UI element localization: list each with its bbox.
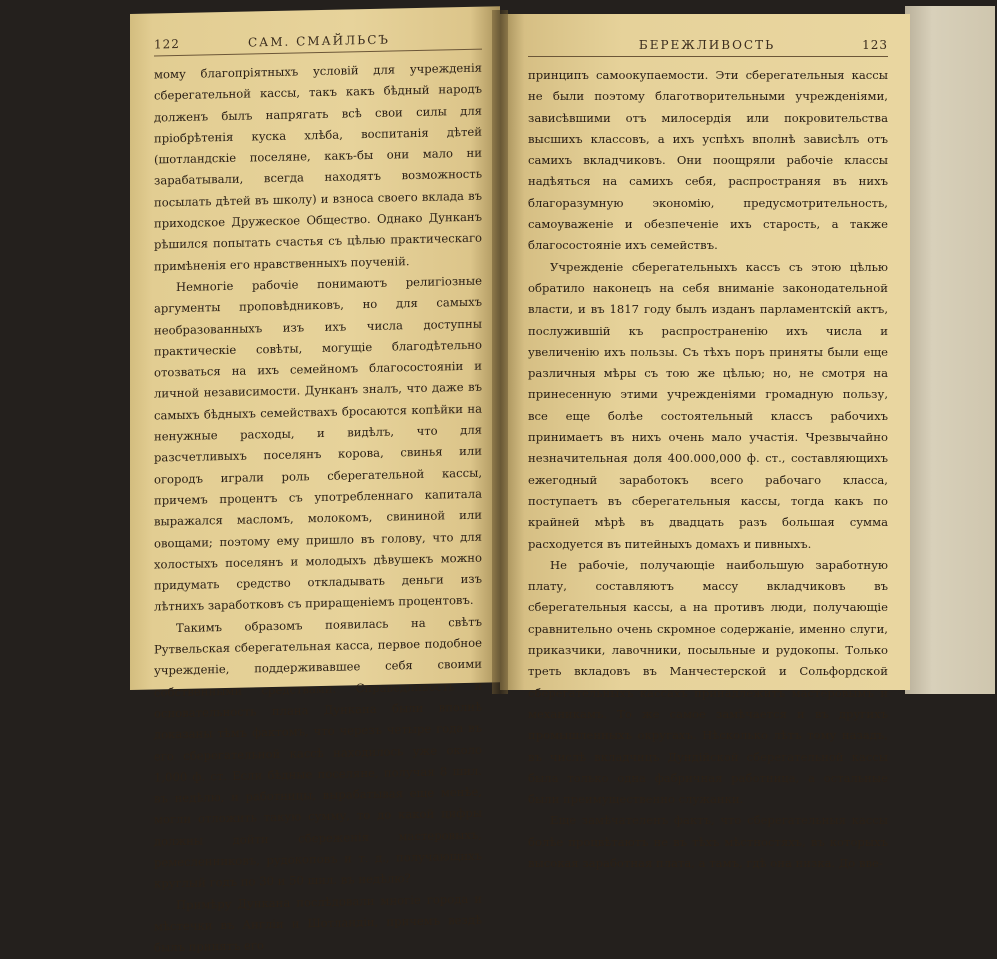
- right-page-number: 123: [862, 38, 888, 52]
- paragraph: Такимъ образомъ появилась на свѣтъ Рутвельская сберегательная касса, первое подобное учрежденіе, поддерживавшее себя своими собственными средствами. Справедливость и основательность плана Дункана были вполнѣ доказаны тѣмъ фактомъ, что черезъ четыре года въ его сберегательной кассѣ находилось уже около 1,000 ф. ст. Если бѣдные поселяне, получая 8 шил. въ недѣлю, и работницы, вырабатывая еще менѣе, могли отложить такую сумму, то до какой цифры должны дойти сбереженія мастеровыхъ, ремесленниковъ, рудокоповъ и т. д., получающихъ круглый годъ по 30 и 50 шил. въ недѣлю?: [154, 614, 482, 891]
- right-page: [500, 14, 910, 870]
- left-running-head: [154, 31, 482, 57]
- left-page-number: 122: [154, 36, 180, 52]
- right-running-title: БЕРЕЖЛИВОСТЬ: [638, 38, 776, 52]
- paragraph: мому благопріятныхъ условій для учрежденія сберегательной кассы, такъ какъ бѣдный народъ долженъ былъ напрягать всѣ свои силы для пріобрѣтенія куска хлѣба, воспитанія дѣтей (шотландскіе поселяне, какъ-бы они мало ни зарабатывали, всегда находятъ возможность посылать дѣтей въ школу) и взноса своего вклада въ приходское Дружеское Общество. Однако Дунканъ рѣшился попытать счастья съ цѣлью практическаго примѣненія его нравственныхъ поученій.: [154, 60, 482, 274]
- left-page-text: [154, 58, 482, 959]
- left-running-title: САМ. СМАЙЛЬСЪ: [247, 32, 390, 50]
- left-page: [130, 6, 500, 955]
- book-cover-edge: [905, 6, 995, 694]
- paragraph: Учрежденіе сберегательныхъ кассъ съ этою цѣлью обратило наконецъ на себя вниманіе законодательной власти, и въ 1817 году былъ изданъ парламентскій актъ, послужившій къ распространенію ихъ числа и увеличенію ихъ пользы. Съ тѣхъ поръ приняты были еще различныя мѣры съ тою же цѣлью; но, не смотря на принесенную этими учрежденіями громадную пользу, все еще болѣе состоятельный классъ рабочихъ принимаетъ въ нихъ очень мало участія. Чрезвычайно незначительная доля 400.000,000 ф. ст., составляющихъ ежегодный заработокъ всего рабочаго класса, поступаетъ въ сберегательныя кассы, тогда какъ по крайней мѣрѣ въ двадцать разъ большая сумма расходуется въ питейныхъ домахъ и пивныхъ.: [528, 259, 888, 551]
- paragraph: Примѣру Дункана послѣдовали многіе города и мѣстечки въ Англіи и Шотландіи, причемъ вездѣ былъ принятъ его: [154, 891, 482, 955]
- paragraph: Немногіе рабочіе понимаютъ религіозные аргументы проповѣдниковъ, но для самыхъ необразованныхъ изъ ихъ числа доступны практическіе совѣты, могущіе благодѣтельно отозваться на ихъ семейномъ благосостояніи и личной независимости. Дунканъ зналъ, что даже въ самыхъ бѣдныхъ семействахъ бросаются копѣйки на ненужные расходы, и видѣлъ, что для разсчетливыхъ поселянъ корова, свинья или огородъ играли роль сберегательной кассы, причемъ процентъ съ употребленнаго капитала выражался масломъ, молокомъ, свининой или овощами; поэтому ему пришло въ голову, что для холостыхъ поселянъ и молодыхъ дѣвушекъ можно придумать средство откладывать деньги изъ лѣтнихъ заработковъ съ приращеніемъ процентовъ.: [154, 273, 482, 614]
- paragraph: принципъ самоокупаемости. Эти сберегательныя кассы не были поэтому благотворительными учрежденіями, зависѣвшими отъ милосердія или покровительства высшихъ классовъ, а ихъ успѣхъ вполнѣ зависѣлъ отъ самихъ вкладчиковъ. Они поощряли рабочіе классы надѣяться на самихъ себя, распространяя въ нихъ благоразумную экономію, предусмотрительность, самоуваженіе и обезпеченіе ихъ старость, а также благосостояніе ихъ семействъ.: [528, 68, 888, 253]
- right-running-head: [528, 38, 888, 57]
- paragraph: Еще замѣчателенъ фактъ, что сберегательныя кассы болѣе процвѣтаютъ не въ тѣхъ мѣстностяхъ, въ которыхъ высокая заработная плата, а тамъ, гдѣ она низка. До вве-: [528, 813, 888, 870]
- book-gutter: [492, 10, 508, 694]
- right-page-text: [528, 65, 888, 874]
- paragraph: Не рабочіе, получающіе наибольшую заработную плату, составляютъ массу вкладчиковъ въ сберегательныя кассы, а на противъ люди, получающіе сравнительно очень скромное содержаніе, именно слуги, приказчики, лавочники, посыльные и рудокопы. Только треть вкладовъ въ Манчестерской и Сольфордской сберегательныхъ кассахъ принадлежитъ мастеровымъ и механикамъ. То же самое замѣчается и въ другихъ промышленныхъ округахъ. Нѣсколько лѣтъ тому назадъ, въ числѣ вкладчицъ Дундійской сберегательной кассы была только одна фабричная работница, а остальные были преимущественно служанки.: [528, 557, 888, 807]
